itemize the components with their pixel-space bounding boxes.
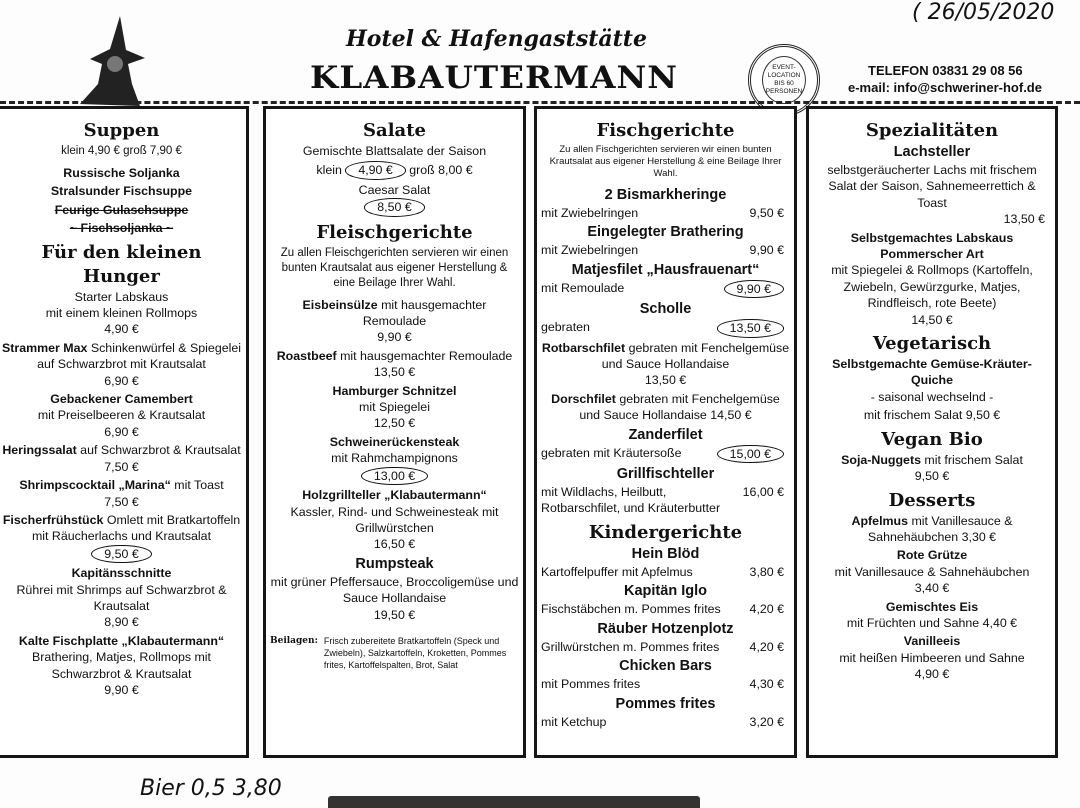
email: e-mail: info@schweriner-hof.de (848, 80, 1042, 95)
item-row (541, 676, 790, 692)
section-note: Zu allen Fleischgerichten servieren wir einen bunten Krautsalat aus eigener Herstellung & eine Beilage Ihrer Wahl. (280, 246, 509, 289)
menu-item (541, 340, 790, 389)
item-description: Kartoffelpuffer mit Apfelmus (541, 564, 693, 579)
item-description: Grillwürstchen m. Pommes frites (541, 639, 720, 654)
item-name: Hein Blöd (631, 545, 700, 562)
item-name: Strammer Max (1, 340, 88, 355)
side-dishes-label: Beilagen: (270, 635, 318, 646)
item-description: - saisonal wechselnd - (870, 389, 994, 404)
klabautermann-mascot-icon (70, 14, 160, 109)
item-name: Chicken Bars (619, 658, 712, 675)
telephone: TELEFON 03831 29 08 56 (868, 63, 1023, 78)
item-description: mit Früchten und Sahne 4,40 € (846, 615, 1018, 630)
item-name: ~ Fischsoljanka ~ (69, 221, 174, 236)
section-title: Für den kleinen Hunger (41, 241, 202, 287)
item-price: 9,90 € (749, 243, 784, 258)
item-name: Matjesfilet „Hausfrauenart“ (571, 261, 760, 278)
section-title: Desserts (888, 489, 976, 511)
item-price: 7,50 € (104, 459, 139, 474)
item-price: 4,30 € (749, 677, 784, 692)
menu-item (1, 512, 242, 563)
item-description: mit einem kleinen Rollmops (45, 306, 198, 321)
item-price: 16,00 € (742, 485, 784, 500)
side-dishes-text: Frisch zubereitete Bratkartoffeln (Speck und Zwiebeln), Salzkartoffeln, Kroketten, Pommes frites, Kartoffelspalten, Brot, Salat (323, 635, 507, 670)
menu-item (1, 165, 242, 181)
item-description: mit heißen Himbeeren und Sahne (839, 650, 1025, 665)
item-description: klein (316, 163, 342, 178)
item-price: 6,90 € (104, 424, 139, 439)
item-name: Dorschfilet (551, 391, 616, 406)
item-price-line (270, 198, 519, 216)
handwritten-note: Bier 0,5 3,80 (140, 776, 282, 801)
item-description: mit Vanillesauce & Sahnehäubchen 3,30 € (867, 513, 1013, 544)
item-line (1, 407, 242, 423)
item-line (1, 183, 242, 199)
item-description: mit hausgemachter Remoulade (362, 297, 487, 329)
item-price: 7,50 € (104, 494, 139, 509)
item-name: Grillfischteller (616, 466, 715, 483)
item-name: Hamburger Schnitzel (332, 383, 457, 398)
item-name: Apfelmus (851, 513, 908, 528)
menu-item (813, 407, 1051, 423)
menu-item (813, 547, 1051, 596)
item-price: 13,50 € (717, 319, 784, 337)
menu-item (541, 261, 790, 298)
item-description: Kassler, Rind- und Schweinesteak mit Grillwürstchen (290, 504, 499, 535)
item-line (1, 289, 242, 305)
menu-item (270, 143, 519, 159)
section-title: Fleischgerichte (316, 221, 473, 243)
item-description: mit Spiegelei (359, 400, 430, 415)
item-price-line (1, 682, 242, 698)
item-price: 14,50 € (911, 312, 953, 327)
item-name: Shrimpscocktail „Marina“ (19, 478, 171, 493)
item-line (813, 262, 1051, 311)
item-description: Schinkenwürfel & Spiegelei auf Schwarzbrot mit Krautsalat (37, 340, 241, 372)
item-description: mit hausgemachter Remoulade (340, 348, 513, 363)
menu-column-1 (0, 106, 249, 758)
menu-item (1, 289, 242, 338)
item-name: Scholle (639, 301, 692, 318)
item-description: mit Vanillesauce & Sahnehäubchen (834, 564, 1030, 579)
item-price: 9,50 € (91, 545, 151, 563)
menu-item (541, 465, 790, 517)
menu-item (541, 582, 790, 617)
item-name: Räuber Hotzenplotz (597, 620, 734, 637)
item-name: Rotbarschfilet (541, 340, 626, 355)
item-name: Holzgrillteller „Klabautermann“ (302, 488, 487, 503)
item-name: Rote Grütze (896, 548, 968, 563)
item-line (1, 512, 242, 545)
item-name: Feurige Gulaschsuppe (54, 202, 189, 217)
item-line (1, 477, 242, 493)
item-description: mit Toast (174, 478, 224, 493)
item-name: Roastbeef (276, 348, 337, 363)
item-row (813, 211, 1051, 227)
item-price-line (541, 372, 790, 388)
item-price-line (1, 373, 242, 389)
item-line (813, 407, 1051, 423)
item-price: 9,90 € (377, 330, 412, 345)
item-price: 9,90 € (724, 280, 784, 298)
item-line (813, 615, 1051, 631)
stamp-text: EVENT-LOCATION BIS 60 PERSONEN (762, 56, 806, 104)
item-line (1, 305, 242, 321)
restaurant-name: KLABAUTERMANN (310, 60, 679, 96)
divider (0, 101, 1080, 104)
item-line (813, 452, 1051, 468)
section-title: Kindergerichte (588, 521, 743, 543)
item-description: selbstgeräucherter Lachs mit frischem Salat der Saison, Sahnemeerrettich & Toast (827, 163, 1037, 210)
item-row (541, 445, 790, 463)
item-line (813, 513, 1051, 546)
item-row (541, 564, 790, 580)
item-price: 8,50 € (364, 198, 424, 216)
item-name: Selbstgemachte Gemüse-Kräuter-Quiche (832, 357, 1032, 388)
item-description: gebraten mit Kräutersoße (541, 445, 682, 460)
item-name: Soja-Nuggets (841, 452, 921, 467)
menu-item (541, 186, 790, 221)
menu-item (541, 300, 790, 337)
menu-item (270, 182, 519, 217)
item-price-line (270, 329, 519, 345)
item-price: 3,40 € (914, 581, 950, 596)
menu-item (813, 452, 1051, 485)
item-price: 4,90 € (914, 667, 950, 682)
section-title: Fischgerichte (596, 120, 735, 141)
menu-item (270, 555, 519, 623)
side-dishes (270, 635, 519, 671)
item-description: mit grüner Pfeffersauce, Broccoligemüse und Sauce Hollandaise (270, 574, 519, 606)
menu-item (813, 143, 1051, 228)
menu-item (1, 442, 242, 475)
menu-item (813, 599, 1051, 632)
item-line (813, 547, 1051, 563)
item-description: auf Schwarzbrot & Krautsalat (80, 443, 241, 458)
menu-item (1, 340, 242, 389)
menu-item (541, 223, 790, 258)
item-description: mit Remoulade (541, 280, 625, 295)
item-name: Schweinerückensteak (329, 434, 460, 449)
item-description: mit Zwiebelringen (541, 206, 639, 220)
item-name: Rumpsteak (355, 555, 434, 572)
item-price: 19,50 € (373, 607, 416, 622)
menu-item (270, 161, 519, 179)
item-price: 4,90 € (104, 322, 139, 337)
item-line (1, 442, 242, 458)
item-line (270, 143, 519, 159)
item-price-line (813, 468, 1051, 484)
item-name: Kapitän Iglo (624, 583, 707, 600)
item-price: 9,90 € (104, 682, 139, 697)
item-price: 12,50 € (373, 416, 416, 431)
item-price: 13,50 € (1003, 212, 1045, 227)
menu-item (1, 183, 242, 199)
item-description: Fischstäbchen m. Pommes frites (541, 602, 721, 617)
item-line (541, 340, 790, 373)
item-description: mit Ketchup (541, 714, 607, 729)
menu-column-4 (806, 106, 1058, 758)
item-price: 9,50 € (965, 408, 1001, 423)
menu-item (541, 695, 790, 730)
item-price-large: groß 8,00 € (409, 163, 473, 178)
item-description: mit frischem Salat (863, 408, 963, 423)
section-title: Spezialitäten (865, 120, 999, 141)
item-price: 6,90 € (104, 373, 139, 388)
item-description: gebraten (541, 320, 590, 335)
item-description: mit Zwiebelringen (541, 243, 639, 258)
menu-item (270, 348, 519, 381)
item-row (541, 205, 790, 221)
item-price-line (1, 494, 242, 510)
section-title: Suppen (83, 120, 160, 141)
item-description: gebraten mit Fenchelgemüse und Sauce Hollandaise (601, 340, 790, 372)
menu-item (1, 202, 242, 218)
section-title: Vegetarisch (872, 333, 992, 355)
item-price: 3,20 € (749, 714, 784, 729)
section-title: Salate (363, 120, 426, 141)
item-line (1, 220, 242, 236)
item-line (813, 356, 1051, 389)
item-price: 16,50 € (373, 537, 416, 552)
item-price-line (1, 545, 242, 563)
item-price-line (270, 364, 519, 380)
menu-item (270, 297, 519, 346)
item-description: Brathering, Matjes, Rollmops mit Schwarzbrot & Krautsalat (31, 650, 212, 681)
item-line (270, 504, 519, 537)
item-row (541, 280, 790, 298)
item-price: 15,00 € (717, 445, 784, 463)
menu-item (541, 391, 790, 424)
item-name: Vanilleeis (903, 634, 961, 649)
item-description: mit Preiselbeeren & Krautsalat (37, 408, 206, 423)
item-name: 2 Bismarkheringe (604, 187, 727, 203)
menu-item (813, 230, 1051, 328)
item-line (541, 391, 790, 424)
item-line (1, 340, 242, 373)
item-line (270, 434, 519, 450)
item-name: Eisbeinsülze (302, 297, 378, 312)
item-line (1, 565, 242, 581)
item-description: gebraten mit Fenchelgemüse und Sauce Hollandaise 14,50 € (579, 391, 780, 423)
item-description: Caesar Salat (358, 182, 431, 197)
item-line (813, 389, 1051, 405)
item-description: mit Pommes frites (541, 677, 641, 692)
item-line (813, 633, 1051, 649)
item-price-line (270, 536, 519, 552)
menu-item (1, 220, 242, 236)
item-line (270, 383, 519, 399)
item-description: mit Rahmchampignons (331, 451, 458, 466)
item-line (1, 633, 242, 649)
item-price: 3,80 € (749, 564, 784, 579)
item-price-line (1, 459, 242, 475)
item-line (270, 161, 519, 179)
menu-item (541, 545, 790, 580)
item-line (813, 599, 1051, 615)
menu-item (270, 434, 519, 485)
item-price-line (813, 666, 1051, 682)
item-name: Zanderfilet (628, 426, 703, 443)
item-line (813, 564, 1051, 580)
section-note: klein 4,90 € groß 7,90 € (61, 145, 182, 157)
item-name: Kapitänsschnitte (71, 566, 172, 581)
item-price-line (270, 467, 519, 485)
item-description: Omlett mit Bratkartoffeln mit Räucherlachs und Krautsalat (31, 512, 241, 544)
item-name: Kalte Fischplatte „Klabautermann“ (18, 633, 225, 648)
item-price: 9,50 € (914, 469, 950, 484)
item-name: Fischerfrühstück (2, 512, 104, 527)
item-name: Russische Soljanka (63, 166, 180, 180)
item-name: Stralsunder Fischsuppe (50, 184, 193, 199)
item-line (1, 649, 242, 682)
item-row (541, 639, 790, 655)
item-price: 8,90 € (104, 615, 139, 630)
item-row (541, 484, 790, 517)
item-price: 9,50 € (749, 206, 784, 220)
item-price-line (813, 580, 1051, 596)
section-note: Zu allen Fischgerichten servieren wir einen bunten Krautsalat aus eigener Herstellung & eine Beilage Ihrer Wahl. (549, 144, 782, 179)
overlay-toolbar (328, 796, 700, 808)
item-price-line (270, 607, 519, 623)
item-description: Rührei mit Shrimps auf Schwarzbrot & Krautsalat (16, 582, 227, 613)
menu-item (541, 426, 790, 463)
item-line (270, 297, 519, 330)
item-price-line (1, 424, 242, 440)
item-price: 4,20 € (749, 639, 784, 654)
item-line (1, 582, 242, 615)
item-line (270, 555, 519, 574)
item-name: Eingelegter Brathering (587, 224, 744, 241)
menu-item (270, 487, 519, 553)
item-line (813, 230, 1051, 263)
section-title: Vegan Bio (881, 428, 983, 450)
menu-item (813, 356, 1051, 405)
item-line (1, 165, 242, 181)
item-price: 13,00 € (361, 467, 428, 485)
item-line (813, 650, 1051, 666)
header-subtitle: Hotel & Hafengaststätte (346, 26, 647, 52)
menu-item (813, 513, 1051, 546)
item-price-line (1, 321, 242, 337)
menu-column-2 (263, 106, 526, 758)
handwritten-date: ( 26/05/2020 (912, 0, 1055, 25)
item-name: Starter Labskaus (74, 289, 169, 304)
item-price-line (1, 614, 242, 630)
item-line (270, 399, 519, 415)
item-description: mit Wildlachs, Heilbutt, Rotbarschfilet, und Kräuterbutter (541, 485, 721, 516)
item-price-line (270, 415, 519, 431)
item-price-line (813, 312, 1051, 328)
item-description: Gemischte Blattsalate der Saison (302, 144, 487, 158)
item-name: Pommes frites (615, 695, 716, 712)
item-name: Heringssalat (2, 443, 77, 458)
menu-item (1, 633, 242, 699)
menu-item (541, 657, 790, 692)
item-line (1, 391, 242, 407)
item-name: Lachsteller (893, 144, 971, 160)
item-line (270, 182, 519, 198)
item-price: 4,20 € (749, 602, 784, 617)
menu-item (1, 391, 242, 440)
item-line (270, 348, 519, 364)
item-line (270, 450, 519, 466)
menu-item (270, 383, 519, 432)
item-row (541, 319, 790, 337)
item-row (541, 601, 790, 617)
item-name: Selbstgemachtes Labskaus Pommerscher Art (850, 230, 1014, 262)
menu-item (813, 633, 1051, 682)
menu-item (541, 620, 790, 655)
item-name: Gebackener Camembert (50, 392, 193, 407)
item-description: mit Spiegelei & Rollmops (Kartoffeln, Zwiebeln, Gewürzgurke, Matjes, Rindfleisch, rote Beete) (831, 263, 1033, 311)
item-line (270, 574, 519, 607)
menu-column-3 (534, 106, 797, 758)
menu-item (1, 565, 242, 631)
item-row (541, 714, 790, 730)
item-description: mit frischem Salat (924, 452, 1023, 467)
item-line (270, 487, 519, 503)
item-row (541, 242, 790, 258)
item-price: 4,90 € (345, 161, 405, 179)
item-name: Gemischtes Eis (885, 599, 979, 614)
item-price: 13,50 € (644, 373, 687, 388)
menu-item (1, 477, 242, 510)
item-price: 13,50 € (373, 365, 416, 380)
item-line (1, 202, 242, 218)
